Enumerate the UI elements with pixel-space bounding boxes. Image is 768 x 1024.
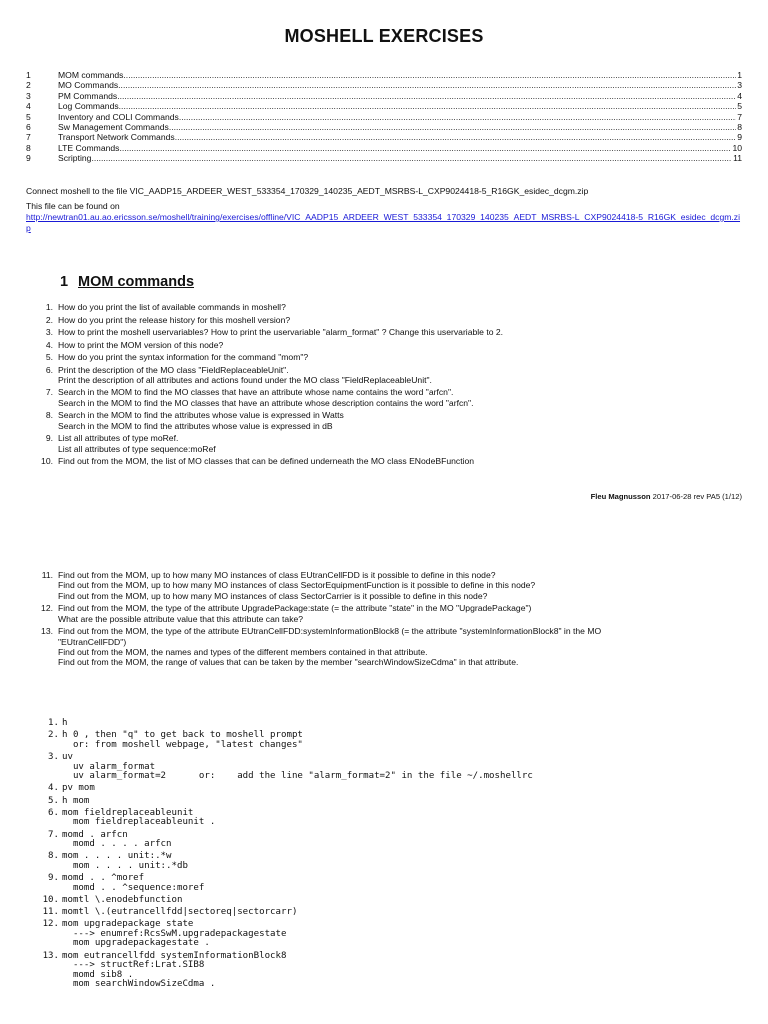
question-number: 4. — [45, 339, 53, 350]
toc-number: 4 — [26, 101, 31, 112]
question-text: Find out from the MOM, up to how many MO instances of class SectorCarrier is it possible to define in this node? — [58, 590, 488, 601]
answer-command: momd sib8 . — [62, 969, 134, 980]
answer-command: mom . . . . unit:.*db — [62, 860, 188, 871]
toc-label: PM Commands — [58, 90, 118, 101]
section-title: MOM commands — [78, 274, 195, 290]
toc-label: MOM commands — [58, 70, 124, 80]
section-number: 1 — [60, 274, 69, 290]
answer-command: momtl \.enodebfunction — [62, 894, 183, 905]
question-text: Find out from the MOM, up to how many MO instances of class SectorEquipmentFunction is it possible to define in this node? — [58, 580, 536, 591]
answer-command: ---> enumref:RcsSwM.upgradepackagestate — [62, 928, 287, 939]
file-location-label: This file can be found on — [26, 201, 120, 211]
answer-command: mom . . . . unit:.*w — [62, 851, 172, 862]
toc-page-number: 11 — [733, 153, 742, 164]
toc-entry[interactable] — [26, 132, 742, 142]
answer-command: mom eutrancellfdd systemInformationBlock8 — [62, 950, 287, 961]
answer-item — [38, 719, 738, 729]
question-item — [26, 302, 742, 312]
answer-item — [38, 731, 738, 750]
answer-item — [38, 797, 738, 807]
answer-command: ---> structRef:Lrat.SIB8 — [62, 960, 205, 971]
answer-number: 10. — [42, 894, 59, 905]
question-text: Find out from the MOM, up to how many MO instances of class EUtranCellFDD is it possible to define in this node? — [58, 570, 496, 580]
toc-leader — [175, 132, 737, 142]
toc-label: Sw Management Commands — [58, 122, 169, 133]
answer-number: 9. — [48, 873, 59, 884]
toc-entry[interactable] — [26, 80, 742, 90]
question-text: Print the description of the MO class "FieldReplaceableUnit". — [58, 364, 289, 375]
question-item — [26, 327, 742, 337]
toc-entry[interactable] — [26, 70, 742, 80]
toc-page-number: 7 — [737, 111, 742, 122]
question-text: Print the description of all attributes and actions found under the MO class "FieldReplaceableUnit". — [58, 374, 432, 385]
connect-instruction: Connect moshell to the file VIC_AADP15_ARDEER_WEST_533354_170329_140235_AEDT_MSRBS-L_CXP9024418-5_R16GK_esidec_dcgm.zip — [26, 186, 589, 196]
question-text: Find out from the MOM, the list of MO classes that can be defined underneath the MO class ENodeBFunction — [58, 456, 475, 467]
answer-number: 3. — [48, 751, 59, 762]
toc-number: 3 — [26, 90, 31, 101]
answer-command: pv mom — [62, 783, 95, 794]
question-number: 3. — [45, 327, 53, 337]
answer-number: 13. — [42, 950, 59, 961]
toc-label: Inventory and COLI Commands — [58, 111, 179, 122]
answer-command: momd . . . . arfcn — [62, 839, 172, 850]
toc-leader — [179, 112, 736, 122]
toc-entry[interactable] — [26, 122, 742, 132]
answer-command: momd . arfcn — [62, 829, 128, 840]
toc-entry[interactable] — [26, 112, 742, 122]
answer-command: uv alarm_format — [62, 761, 156, 772]
question-number: 8. — [45, 410, 53, 421]
toc-number: 7 — [26, 132, 31, 143]
answer-item — [38, 852, 738, 871]
question-number: 2. — [45, 314, 53, 325]
answer-number: 12. — [42, 919, 59, 930]
toc-label: MO Commands — [58, 80, 119, 91]
answer-number: 1. — [48, 718, 59, 728]
toc-number: 5 — [26, 111, 31, 122]
question-number: 6. — [45, 364, 53, 375]
question-item — [26, 570, 742, 601]
document-title: MOSHELL EXERCISES — [284, 26, 484, 46]
footer-date-revision: 2017-06-28 rev PA5 (1/12) — [652, 492, 742, 501]
toc-page-number: 10 — [732, 142, 742, 153]
answer-item — [38, 831, 738, 850]
section-heading — [60, 274, 194, 290]
answer-command: mom upgradepackagestate . — [62, 938, 210, 949]
answer-number: 6. — [48, 807, 59, 818]
question-text: List all attributes of type moRef. — [58, 433, 179, 444]
question-item — [26, 352, 742, 362]
page-footer — [591, 492, 742, 501]
question-text: Search in the MOM to find the attributes whose value is expressed in Watts — [58, 410, 344, 421]
question-list — [26, 302, 742, 469]
question-text: Find out from the MOM, the range of values that can be taken by the member "searchWindowSizeCdma" in that attribute. — [58, 657, 519, 668]
answer-number: 2. — [48, 730, 59, 741]
answer-command: uv — [62, 751, 73, 762]
answer-command: momd . . ^sequence:moref — [62, 882, 205, 893]
answer-command: h mom — [62, 795, 90, 806]
toc-label: Scripting — [58, 153, 92, 164]
answer-number: 4. — [48, 783, 59, 794]
toc-leader — [119, 143, 731, 153]
question-number: 5. — [45, 352, 53, 362]
question-text: How to print the MOM version of this node? — [58, 339, 224, 350]
toc-label: LTE Commands — [58, 142, 120, 153]
toc-label: Transport Network Commands — [58, 132, 175, 143]
answer-item — [38, 896, 738, 906]
question-item — [26, 387, 742, 408]
answer-number: 7. — [48, 829, 59, 840]
toc-leader — [119, 101, 737, 111]
toc-page-number: 3 — [737, 80, 742, 91]
answer-command: h — [62, 718, 68, 728]
answer-command: or: from moshell webpage, "latest changes" — [62, 739, 303, 750]
question-number: 9. — [45, 433, 53, 444]
question-item — [26, 410, 742, 431]
answer-item — [38, 809, 738, 828]
question-text: How do you print the release history for this moshell version? — [58, 314, 291, 325]
toc-entry[interactable] — [26, 143, 742, 153]
question-text: Search in the MOM to find the attributes whose value is expressed in dB — [58, 420, 333, 431]
toc-page-number: 5 — [737, 101, 742, 112]
answer-command: mom searchWindowSizeCdma . — [62, 979, 216, 990]
question-item — [26, 603, 742, 624]
toc-entry[interactable] — [26, 153, 742, 163]
toc-leader — [169, 122, 736, 132]
answer-item — [38, 784, 738, 794]
question-item — [26, 456, 742, 466]
question-number: 10. — [41, 456, 53, 467]
toc-number: 2 — [26, 80, 31, 91]
question-number: 12. — [41, 603, 53, 614]
toc-leader — [123, 70, 736, 80]
answer-item — [38, 753, 738, 782]
toc-entry[interactable] — [26, 101, 742, 111]
answer-item — [38, 874, 738, 893]
toc-number: 9 — [26, 153, 31, 164]
question-text: Find out from the MOM, the type of the attribute EUtranCellFDD:systemInformationBlock8 (= the attribute "systemInformationBlock8" in the MO — [58, 626, 602, 637]
toc-number: 6 — [26, 122, 31, 133]
answer-item — [38, 920, 738, 949]
question-text: Find out from the MOM, the names and types of the different members contained in that attribute. — [58, 647, 428, 658]
toc-page-number: 4 — [737, 90, 742, 101]
answer-command: momd . . ^moref — [62, 873, 145, 884]
table-of-contents — [26, 70, 742, 164]
toc-page-number: 1 — [737, 70, 742, 80]
answer-item — [38, 952, 738, 990]
question-number: 7. — [45, 387, 53, 398]
question-text: How do you print the list of available commands in moshell? — [58, 302, 286, 312]
question-text: What are the possible attribute value that this attribute can take? — [58, 613, 304, 624]
toc-page-number: 9 — [737, 132, 742, 143]
answer-command: mom upgradepackage state — [62, 919, 194, 930]
question-text: How to print the moshell uservariables? How to print the uservariable "alarm_format" ? Change this uservariable to 2. — [58, 327, 504, 337]
toc-number: 8 — [26, 142, 31, 153]
answer-item — [38, 908, 738, 918]
question-item — [26, 340, 742, 350]
question-text: Search in the MOM to find the MO classes that have an attribute whose description contains the word "arfcn". — [58, 397, 474, 408]
question-item — [26, 626, 742, 668]
answer-command: mom fieldreplaceableunit . — [62, 817, 216, 828]
question-item — [26, 315, 742, 325]
answer-number: 8. — [48, 851, 59, 862]
question-number: 13. — [41, 626, 53, 637]
toc-entry[interactable] — [26, 91, 742, 101]
toc-leader — [118, 80, 736, 90]
toc-label: Log Commands — [58, 101, 119, 112]
question-text: List all attributes of type sequence:moRef — [58, 443, 216, 454]
question-number: 11. — [41, 570, 53, 580]
footer-author: Fleu Magnusson — [590, 492, 651, 501]
toc-leader — [91, 153, 732, 163]
answer-number: 11. — [42, 907, 59, 918]
question-item — [26, 433, 742, 454]
toc-leader — [117, 91, 736, 101]
question-text: How do you print the syntax information for the command "mom"? — [58, 352, 309, 362]
question-list-continued — [26, 570, 742, 670]
answer-command: h 0 , then "q" to get back to moshell prompt — [62, 730, 303, 741]
answer-number: 5. — [48, 795, 59, 806]
answer-command: momtl \.(eutrancellfdd|sectoreq|sectorcarr) — [62, 907, 298, 918]
question-text: Find out from the MOM, the type of the attribute UpgradePackage:state (= the attribute "state" in the MO "UpgradePackage") — [58, 603, 532, 614]
answer-command: mom fieldreplaceableunit — [62, 807, 194, 818]
answer-list — [38, 719, 738, 993]
question-item — [26, 365, 742, 386]
answer-command: uv alarm_format=2 or: add the line "alarm_format=2" in the file ~/.moshellrc — [62, 771, 533, 782]
question-number: 1. — [45, 302, 53, 312]
file-download-link[interactable]: http://newtran01.au.ao.ericsson.se/moshell/training/exercises/offline/VIC_AADP15_ARDEER_WEST_533354_170329_140235_AEDT_MSRBS-L_CXP9024418-5_R16GK_esidec_dcgm.zip — [26, 212, 741, 233]
toc-number: 1 — [26, 70, 31, 80]
question-text: Search in the MOM to find the MO classes that have an attribute whose name contains the word "arfcn". — [58, 387, 454, 398]
toc-page-number: 8 — [737, 122, 742, 133]
question-text: "EUtranCellFDD") — [58, 636, 127, 647]
